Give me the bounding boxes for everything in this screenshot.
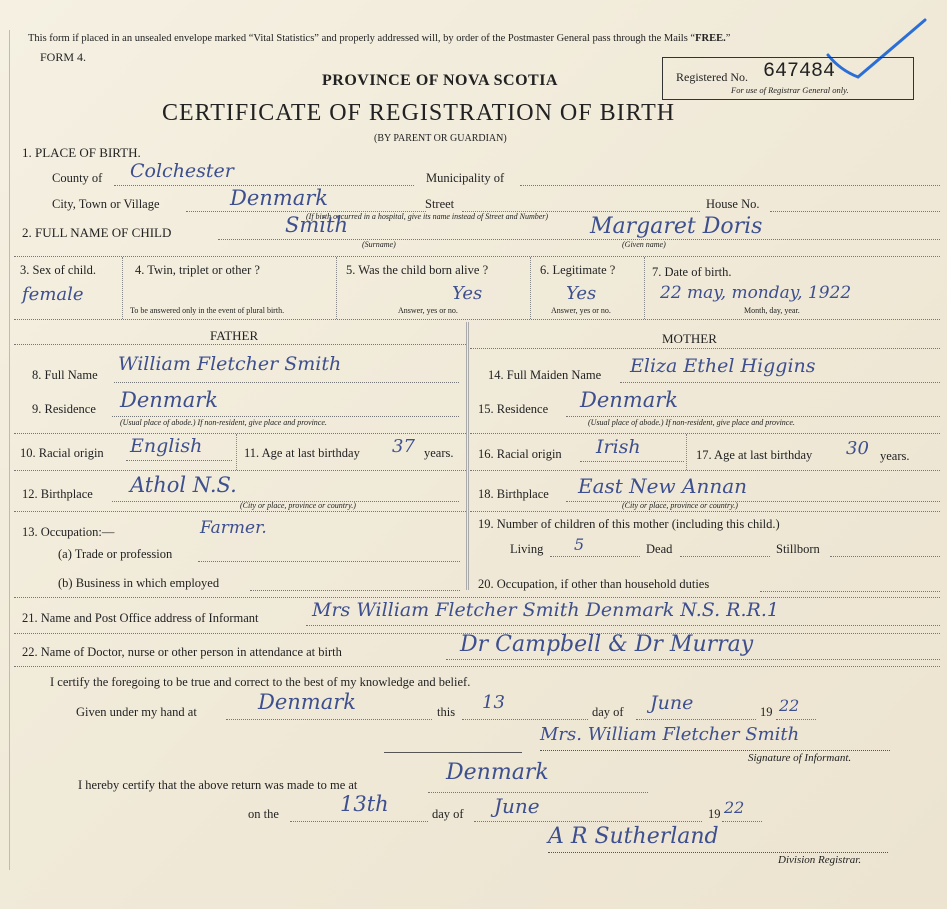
registered-box [662,57,914,100]
informant-value: Mrs William Fletcher Smith Denmark N.S. R.R.1 [312,599,779,621]
mother-heading: MOTHER [662,331,717,346]
father-residence-note: (Usual place of abode.) If non-resident, give place and province. [120,418,327,427]
stillborn-label: Stillborn [776,542,820,556]
mail-notice-text: This form if placed in an unsealed envelope marked “Vital Statistics” and properly addressed will, by order of the Postmaster General pass through the Mails “ [28,33,696,44]
registered-number: 647484 [763,60,836,83]
city-value: Denmark [230,186,328,210]
county-label: County of [52,171,103,185]
date-note: Month, day, year. [744,306,800,315]
date-value: 22 may, monday, 1922 [660,283,852,303]
twin-note: To be answered only in the event of plural birth. [130,306,285,315]
page-subtitle: (BY PARENT OR GUARDIAN) [374,133,507,144]
left-margin-rule [9,30,10,870]
page-title: CERTIFICATE OF REGISTRATION OF BIRTH [162,100,676,126]
year-prefix: 19 [760,705,773,719]
signature-label: Signature of Informant. [748,752,852,764]
province-heading: PROVINCE OF NOVA SCOTIA [322,72,558,89]
given-label: Given under my hand at [76,705,197,719]
mother-years: years. [880,449,910,463]
father-birthplace-label: 12. Birthplace [22,487,93,501]
on-day-value: 13th [340,792,389,816]
alive-label: 5. Was the child born alive ? [346,263,489,277]
mother-name-value: Eliza Ethel Higgins [630,355,816,377]
mother-birthplace-label: 18. Birthplace [478,487,549,501]
father-racial-label: 10. Racial origin [20,446,104,460]
hospital-note: (If birth occurred in a hospital, give its name instead of Street and Number) [306,212,549,221]
mother-birthplace-note: (City or place, province or country.) [622,501,738,510]
registrar-label: Division Registrar. [778,854,862,866]
year-value: 22 [779,696,800,715]
father-residence-label: 9. Residence [32,402,96,416]
business-label: (b) Business in which employed [58,576,220,590]
given-label: (Given name) [622,240,666,249]
street-label: Street [425,197,455,211]
registrar-certify-text: I hereby certify that the above return was made to me at [78,778,358,792]
mother-residence-note: (Usual place of abode.) If non-resident, give place and province. [588,418,795,427]
mother-name-label: 14. Full Maiden Name [488,368,602,382]
father-name-value: William Fletcher Smith [118,353,342,375]
date-label: 7. Date of birth. [652,265,732,279]
legit-value: Yes [566,283,597,304]
this-label: this [437,705,456,719]
mother-children-label: 19. Number of children of this mother (including this child.) [478,517,780,531]
father-age-value: 37 [392,436,415,457]
mother-residence-label: 15. Residence [478,402,549,416]
month2-value: June [494,794,540,818]
father-birthplace-note: (City or place, province or country.) [240,501,356,510]
house-label: House No. [706,197,760,211]
mother-age-value: 30 [846,438,869,459]
father-heading: FATHER [210,328,259,343]
mail-notice-free: FREE. [695,33,726,44]
mother-birthplace-value: East New Annan [578,474,748,498]
father-racial-value: English [130,435,203,457]
father-residence-value: Denmark [120,388,218,412]
alive-value: Yes [452,283,483,304]
informant-signature-value: Mrs. William Fletcher Smith [540,724,800,745]
mother-racial-label: 16. Racial origin [478,447,562,461]
father-name-label: 8. Full Name [32,368,98,382]
year2-value: 22 [724,798,745,817]
living-value: 5 [574,535,585,554]
surname-label: (Surname) [362,240,396,249]
child-given-value: Margaret Doris [590,214,763,239]
child-name-label: 2. FULL NAME OF CHILD [22,225,172,240]
father-occupation-label: 13. Occupation:— [22,525,115,539]
trade-label: (a) Trade or profession [58,547,173,561]
place-of-birth-label: 1. PLACE OF BIRTH. [22,145,141,160]
given-place-value: Denmark [258,690,356,714]
day-of-label: day of [592,705,624,719]
twin-label: 4. Twin, triplet or other ? [135,263,260,277]
living-label: Living [510,542,544,556]
mother-racial-value: Irish [596,436,641,458]
child-surname-value: Smith [285,213,348,237]
on-the-label: on the [248,807,279,821]
sex-value: female [22,284,84,305]
dead-label: Dead [646,542,673,556]
registered-label: Registered No. [676,70,748,84]
mother-age-label: 17. Age at last birthday [696,448,813,462]
month-value: June [650,692,694,714]
father-years: years. [424,446,454,460]
registered-note: For use of Registrar General only. [731,85,849,95]
this-value: 13 [482,692,505,713]
doctor-value: Dr Campbell & Dr Murray [460,632,754,657]
year2-prefix: 19 [708,807,721,821]
mail-notice [28,33,730,44]
father-occupation-value: Farmer. [200,518,267,538]
sex-label: 3. Sex of child. [20,263,97,277]
father-age-label: 11. Age at last birthday [244,446,360,460]
day-of2-label: day of [432,807,464,821]
mother-residence-value: Denmark [580,388,678,412]
registrar-place-value: Denmark [446,760,549,785]
doctor-label: 22. Name of Doctor, nurse or other person in attendance at birth [22,645,342,659]
form-number: FORM 4. [40,50,87,64]
mail-notice-suffix: ” [725,33,731,44]
legit-label: 6. Legitimate ? [540,263,616,277]
legit-note: Answer, yes or no. [551,306,611,315]
registrar-signature-value: A R Sutherland [548,824,719,849]
father-birthplace-value: Athol N.S. [130,473,237,497]
city-label: City, Town or Village [52,197,160,211]
mother-occupation-label: 20. Occupation, if other than household duties [478,577,710,591]
municipality-label: Municipality of [426,171,505,185]
informant-label: 21. Name and Post Office address of Informant [22,611,259,625]
county-value: Colchester [130,160,234,182]
certify-text: I certify the foregoing to be true and correct to the best of my knowledge and belief. [50,675,471,689]
alive-note: Answer, yes or no. [398,306,458,315]
